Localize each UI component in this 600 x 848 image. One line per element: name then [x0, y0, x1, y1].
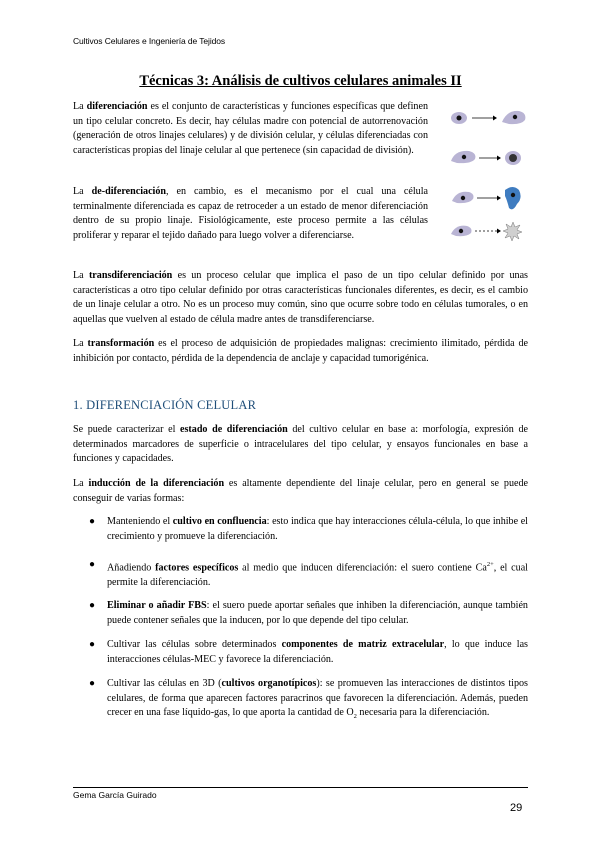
text-run: necesaria para la diferenciación.: [356, 707, 490, 719]
bold-term: estado de diferenciación: [180, 424, 288, 435]
section-heading: 1. DIFERENCIACIÓN CELULAR: [73, 398, 257, 412]
bullet-icon: ●: [89, 600, 96, 611]
list-item: [73, 599, 528, 628]
bullet-icon: ●: [89, 559, 96, 570]
row-transdifferentiation: [452, 187, 521, 209]
superscript: 2+: [486, 561, 494, 568]
text-run: es altamente dependiente del linaje celular, pero en general se puede conseguir de varias formas:: [73, 478, 528, 504]
transdifferentiated-cell-icon: [505, 187, 521, 209]
text-run: : esto indica que hay interacciones célula-célula, lo que inhibe el crecimiento y promueve la diferenciación.: [107, 516, 528, 542]
text-run: es el proceso de adquisición de propiedades malignas: crecimiento ilimitado, pérdida de inhibición por contacto, pérdida de la dependencia de anclaje y capacidad tumorigénica.: [73, 338, 529, 364]
text-run: , el cual permite la diferenciación.: [107, 562, 528, 589]
row-differentiation: [451, 111, 525, 124]
bold-term: diferenciación: [86, 101, 148, 112]
list-item: [73, 515, 528, 544]
text-run: es el conjunto de características y funciones específicas que definen un tipo celular concreto. Es decir, hay células madre con potencial de autorrenovación (generación de otros linajes celulares) y de división celular, y células diferenciadas con características propias del linaje celular al que pertenece (sin capacidad de división).: [73, 101, 429, 157]
text-run: La: [73, 478, 89, 489]
footer-divider: [73, 787, 528, 788]
list-item: [73, 677, 528, 725]
bold-term: transformación: [87, 338, 155, 349]
bold-term: de-diferenciación: [91, 186, 167, 197]
text-run: ): se promueven las interacciones de distintos tipos celulares, de forma que aparecen factores paracrinos que favorecen la diferenciación. Además, pueden crecer en una fase líquido-gas, lo que aporta la cantidad de O: [107, 678, 528, 719]
page-title: Técnicas 3: Análisis de cultivos celulares animales II: [139, 73, 462, 89]
bullet-icon: ●: [89, 639, 96, 650]
paragraph-transformacion: [73, 337, 528, 366]
text-run: La: [73, 101, 87, 112]
bold-term: factores específicos: [155, 562, 239, 574]
text-run: , en cambio, es el mecanismo por el cual una célula terminalmente diferenciada es capaz de retroceder a un estado de menor diferenciación dentro de su propio linaje. Fisiológicamente, este proceso permite a las células proliferar y reparar el tejido dañado para luego volver a diferenciarse.: [73, 186, 429, 242]
footer-author: Gema García Guirado: [73, 790, 157, 800]
bold-term: inducción de la diferenciación: [88, 478, 225, 489]
dying-cell-icon: [503, 222, 522, 241]
text-run: Cultivar las células en 3D (: [107, 678, 222, 689]
row-transformation: [451, 222, 522, 241]
text-run: La: [73, 338, 88, 349]
bold-term: Eliminar o añadir FBS: [107, 600, 207, 611]
text-run: Manteniendo el: [107, 516, 173, 527]
text-run: al medio que inducen diferenciación: el suero contiene Ca: [238, 562, 487, 574]
cell-differentiation-figure: [447, 98, 529, 248]
bullet-icon: ●: [89, 516, 96, 527]
bullet-icon: ●: [89, 678, 96, 689]
list-item: [73, 638, 528, 667]
bold-term: componentes de matriz extracelular: [281, 639, 445, 650]
text-run: La: [73, 186, 92, 197]
subscript: 2: [353, 713, 357, 721]
row-de-differentiation: [451, 151, 521, 165]
running-header: Cultivos Celulares e Ingeniería de Tejidos: [73, 36, 226, 46]
text-run: Añadiendo: [107, 562, 156, 574]
text-run: es un proceso celular que implica el paso de un tipo celular definido por unas características a otro tipo celular definido por otras características funcionales diferentes, es decir, es el cambio de un linaje celular a otro. No es un proceso muy común, sino que ocurre sobre todo en células tumorales, o en aquellas que vuelven al estado de célula madre antes de transdiferenciarse.: [73, 270, 528, 326]
bold-term: cultivos organotípicos: [221, 678, 317, 689]
paragraph-de-diferenciacion: [73, 185, 428, 244]
list-item: [73, 558, 528, 591]
bold-term: cultivo en confluencia: [172, 516, 267, 527]
page-number: 29: [510, 802, 523, 814]
text-run: : el suero puede aportar señales que inhiben la diferenciación, aunque también puede contener señales que la inducen, por lo que depende del tipo celular.: [107, 600, 528, 626]
text-run: Cultivar las células sobre determinados: [107, 639, 282, 650]
text-run: del cultivo celular en base a: morfología, expresión de determinados marcadores de superficie o intracelulares del tipo celular, y ensayos funcionales en base a funciones y capacidades.: [73, 424, 528, 465]
paragraph-diferenciacion: [73, 100, 428, 159]
text-run: Se puede caracterizar el: [73, 424, 180, 435]
paragraph-transdiferenciacion: [73, 269, 528, 328]
paragraph-induccion: [73, 477, 528, 506]
paragraph-estado-diferenciacion: [73, 423, 528, 467]
bold-term: transdiferenciación: [88, 270, 173, 281]
text-run: La: [73, 270, 89, 281]
text-run: , lo que induce las interacciones células-MEC y favorece la diferenciación.: [107, 639, 528, 665]
